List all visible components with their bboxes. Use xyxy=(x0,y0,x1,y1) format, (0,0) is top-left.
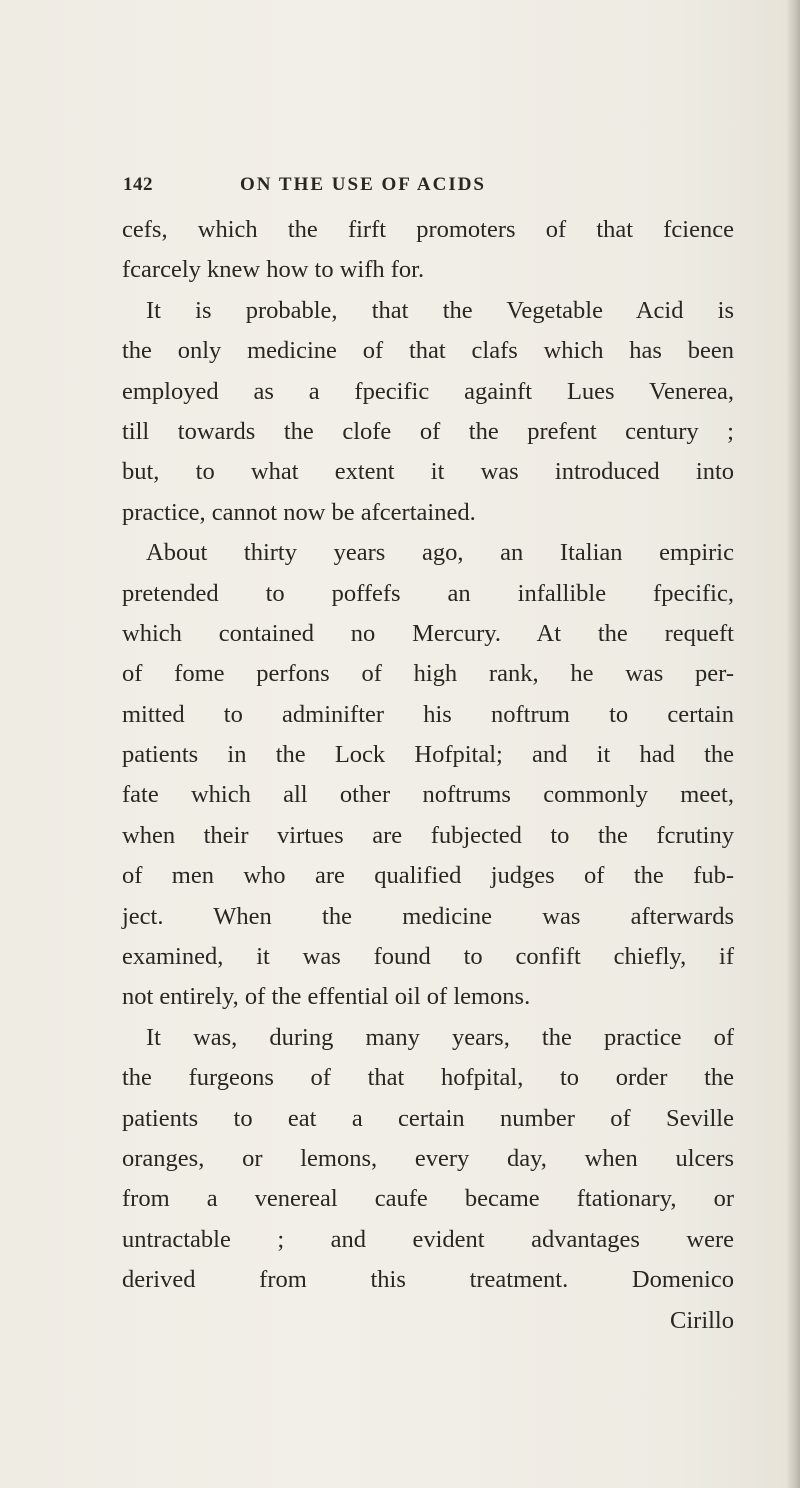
text-line: fate which all other noftrums commonly meet, xyxy=(122,781,734,809)
running-head xyxy=(123,174,583,204)
text-line: pretended to poffefs an infallible fpecific, xyxy=(122,579,734,607)
text-line: fcarcely knew how to wifh for. xyxy=(122,256,425,284)
text-line: till towards the clofe of the prefent century ; xyxy=(122,417,734,445)
running-title: ON THE USE OF ACIDS xyxy=(240,174,486,195)
text-line: patients in the Lock Hofpital; and it had the xyxy=(122,741,734,769)
text-line: practice, cannot now be afcertained. xyxy=(122,498,476,526)
text-line: when their virtues are fubjected to the fcrutiny xyxy=(122,821,734,849)
text-line: cefs, which the firft promoters of that fcience xyxy=(122,216,734,243)
text-line: from a venereal caufe became ftationary, or xyxy=(122,1185,734,1213)
text-line: ject. When the medicine was afterwards xyxy=(122,902,734,930)
text-line: of fome perfons of high rank, he was per- xyxy=(122,660,734,688)
text-line: employed as a fpecific againft Lues Venerea, xyxy=(122,377,734,405)
text-line: patients to eat a certain number of Seville xyxy=(122,1104,734,1132)
text-line: the only medicine of that clafs which has been xyxy=(122,337,734,365)
text-line: examined, it was found to confift chiefly, if xyxy=(122,943,734,971)
text-line: but, to what extent it was introduced into xyxy=(122,458,734,486)
text-line: mitted to adminifter his noftrum to certain xyxy=(122,700,734,728)
text-line: which contained no Mercury. At the requeft xyxy=(122,619,734,647)
text-line: of men who are qualified judges of the fub- xyxy=(122,862,734,890)
text-line: the furgeons of that hofpital, to order the xyxy=(122,1064,734,1092)
body-text xyxy=(122,210,734,1341)
text-line: not entirely, of the effential oil of lemons. xyxy=(122,983,531,1011)
text-line: It was, during many years, the practice of xyxy=(146,1023,734,1051)
catchword: Cirillo xyxy=(670,1306,734,1334)
text-line: About thirty years ago, an Italian empiric xyxy=(146,539,734,567)
text-line: untractable ; and evident advantages were xyxy=(122,1225,734,1253)
page-number: 142 xyxy=(123,174,153,195)
text-line: oranges, or lemons, every day, when ulcers xyxy=(122,1144,734,1172)
text-line: derived from this treatment. Domenico xyxy=(122,1266,734,1294)
text-line: It is probable, that the Vegetable Acid is xyxy=(146,296,734,324)
page-edge-shadow xyxy=(786,0,800,1488)
